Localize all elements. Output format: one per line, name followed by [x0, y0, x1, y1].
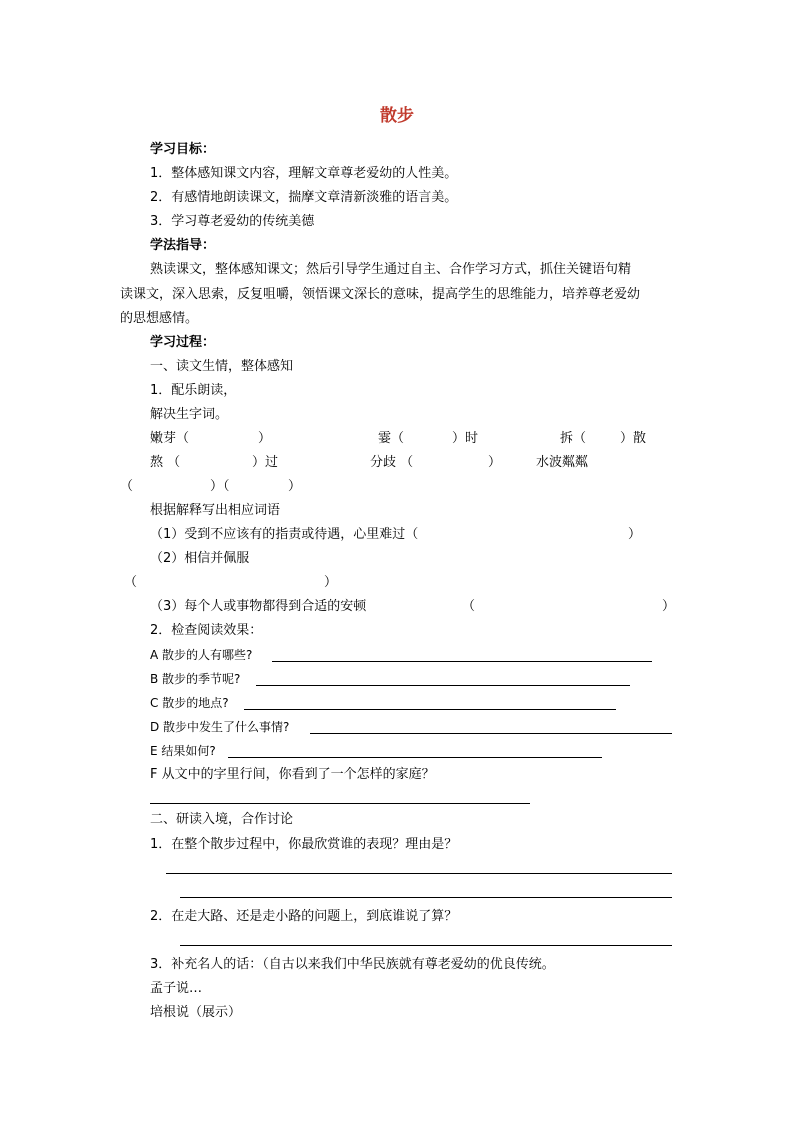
section-heading: 二、研读入境，合作讨论	[150, 812, 294, 827]
quote-item: 培根说（展示）	[150, 1005, 242, 1020]
answer-line	[310, 733, 672, 734]
goal-item: 2．有感情地朗读课文，揣摩文章清新淡雅的语言美。	[150, 190, 458, 205]
word-blank: ）	[258, 431, 272, 446]
step-label: 2．检查阅读效果：	[150, 623, 263, 638]
answer-line	[180, 897, 672, 898]
question-b: B 散步的季节呢?	[150, 672, 241, 686]
word-blank: 拆（	[560, 431, 587, 446]
answer-line	[272, 661, 652, 662]
explain-item: ）	[628, 527, 642, 542]
discussion-question: 3．补充名人的话：（自古以来我们中华民族就有尊老爱幼的优良传统。	[150, 957, 555, 972]
explain-item: ）	[324, 575, 338, 590]
method-heading: 学法指导：	[150, 238, 216, 253]
step-label: 解决生字词。	[150, 407, 229, 422]
answer-line	[180, 945, 672, 946]
answer-line	[244, 709, 616, 710]
goal-item: 1．整体感知课文内容，理解文章尊老爱幼的人性美。	[150, 166, 458, 181]
word-blank: 熬 （	[150, 455, 181, 470]
method-line: 的思想感情。	[120, 311, 199, 326]
answer-line	[150, 803, 530, 804]
word-blank: 霎（	[378, 431, 405, 446]
answer-line	[166, 873, 672, 874]
instruction: 根据解释写出相应词语	[150, 503, 281, 518]
method-line: 读课文，深入思索，反复咀嚼，领悟课文深长的意味，提高学生的思维能力，培养尊老爱幼	[120, 287, 641, 302]
explain-item: （	[462, 599, 476, 614]
explain-item: （2）相信并佩服	[150, 551, 250, 566]
question-e: E 结果如何?	[150, 744, 216, 758]
explain-item: （1）受到不应该有的指责或待遇，心里难过（	[150, 527, 419, 542]
word-blank: 嫩芽（	[150, 431, 190, 446]
question-a: A 散步的人有哪些?	[150, 648, 253, 662]
question-c: C 散步的地点?	[150, 696, 229, 710]
word-blank: ）	[488, 455, 502, 470]
quote-item: 孟子说…	[150, 981, 203, 996]
step-label: 1．配乐朗读，	[150, 383, 237, 398]
word-blank: ）	[288, 479, 302, 494]
word-blank: ）过	[252, 455, 279, 470]
explain-item: （	[124, 575, 138, 590]
question-d: D 散步中发生了什么事情?	[150, 720, 290, 734]
discussion-question: 2．在走大路、还是走小路的问题上，到底谁说了算？	[150, 909, 458, 924]
word-blank: 水波粼粼	[536, 455, 589, 470]
section-heading: 一、读文生情，整体感知	[150, 359, 294, 374]
word-blank: ）散	[620, 431, 647, 446]
discussion-question: 1．在整个散步过程中，你最欣赏谁的表现？理由是？	[150, 837, 458, 852]
goals-heading: 学习目标：	[150, 142, 216, 157]
explain-item: （3）每个人或事物都得到合适的安顿	[150, 599, 367, 614]
goal-item: 3．学习尊老爱幼的传统美德	[150, 214, 315, 229]
process-heading: 学习过程：	[150, 335, 216, 350]
method-line: 熟读课文，整体感知课文；然后引导学生通过自主、合作学习方式，抓住关键语句精	[150, 262, 632, 277]
word-blank: ）（	[210, 479, 230, 494]
answer-line	[228, 757, 602, 758]
page-title: 散步	[380, 106, 414, 126]
word-blank: （	[120, 479, 134, 494]
answer-line	[256, 685, 630, 686]
word-blank: ）时	[452, 431, 479, 446]
explain-item: ）	[662, 599, 676, 614]
word-blank: 分歧 （	[370, 455, 414, 470]
question-f: F 从文中的字里行间，你看到了一个怎样的家庭？	[150, 767, 435, 782]
